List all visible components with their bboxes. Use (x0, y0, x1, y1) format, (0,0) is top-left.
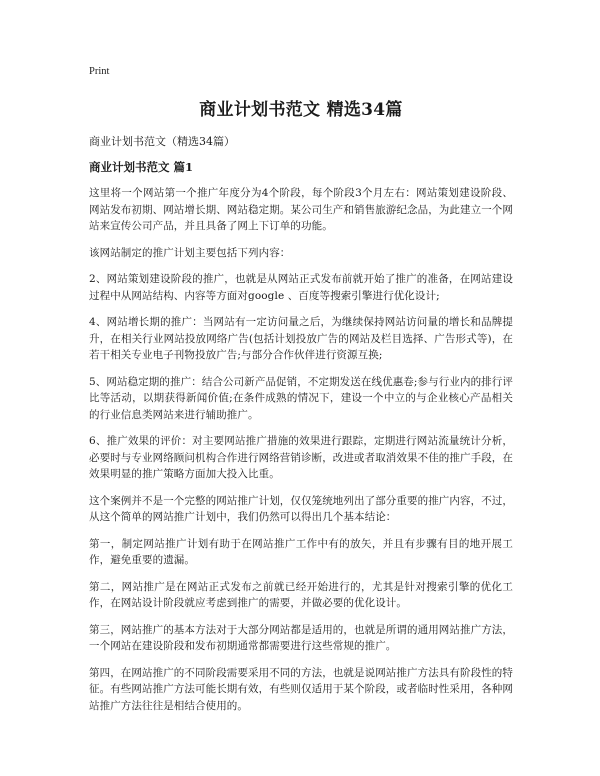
paragraph: 6、推广效果的评价：对主要网站推广措施的效果进行跟踪，定期进行网站流量统计分析，必要时与专业网络顾问机构合作进行网络营销诊断，改进或者取消效果不佳的推广手段，在效果明显的推广策略方面加大投入比重。 (89, 435, 513, 480)
paragraph: 这个案例并不是一个完整的网站推广计划，仅仅笼统地列出了部分重要的推广内容，不过，从这个简单的网站推广计划中，我们仍然可以得出几个基本结论： (89, 494, 513, 523)
page-title: 商业计划书范文 精选34篇 (199, 100, 403, 120)
paragraph: 第四，在网站推广的不同阶段需要采用不同的方法，也就是说网站推广方法具有阶段性的特征。有些网站推广方法可能长期有效，有些则仅适用于某个阶段，或者临时性采用，各种网站推广方法往往是相结合使用的。 (89, 666, 513, 712)
document-subtitle: 商业计划书范文（精选34篇） (89, 135, 235, 148)
document-page (89, 66, 513, 724)
paragraph: 这里将一个网站第一个推广年度分为4个阶段，每个阶段3个月左右：网站策划建设阶段、网站发布初期、网站增长期、网站稳定期。某公司生产和销售旅游纪念品，为此建立一个网站来宣传公司产品，并且具备了网上下订单的功能。 (89, 187, 513, 232)
paragraph: 2、网站策划建设阶段的推广，也就是从网站正式发布前就开始了推广的准备，在网站建设过程中从网站结构、内容等方面对google 、百度等搜索引擎进行优化设计; (89, 273, 513, 302)
paragraph: 该网站制定的推广计划主要包括下列内容： (89, 246, 291, 259)
paragraph: 5、网站稳定期的推广：结合公司新产品促销，不定期发送在线优惠卷;参与行业内的排行评比等活动，以期获得新闻价值;在条件成熟的情况下，建设一个中立的与企业核心产品相关的行业信息类网站来进行辅助推广。 (89, 375, 513, 421)
paragraph: 第一，制定网站推广计划有助于在网站推广工作中有的放矢，并且有步骤有目的地开展工作，避免重要的遗漏。 (89, 537, 513, 566)
section-heading: 商业计划书范文 篇1 (89, 160, 194, 174)
paragraph: 第三，网站推广的基本方法对于大部分网站都是适用的，也就是所谓的通用网站推广方法，一个网站在建设阶段和发布初期通常都需要进行这些常规的推广。 (89, 623, 513, 652)
paragraph: 4、网站增长期的推广：当网站有一定访问量之后，为继续保持网站访问量的增长和品牌提升，在相关行业网站投放网络广告(包括计划投放广告的网站及栏目选择、广告形式等)，在若干相关专业电子刊物投放广告;与部分合作伙伴进行资源互换; (89, 316, 513, 361)
paragraph: 第二，网站推广是在网站正式发布之前就已经开始进行的，尤其是针对搜索引擎的优化工作，在网站设计阶段就应考虑到推广的需要，并做必要的优化设计。 (89, 580, 513, 609)
print-link[interactable]: Print (89, 66, 110, 77)
